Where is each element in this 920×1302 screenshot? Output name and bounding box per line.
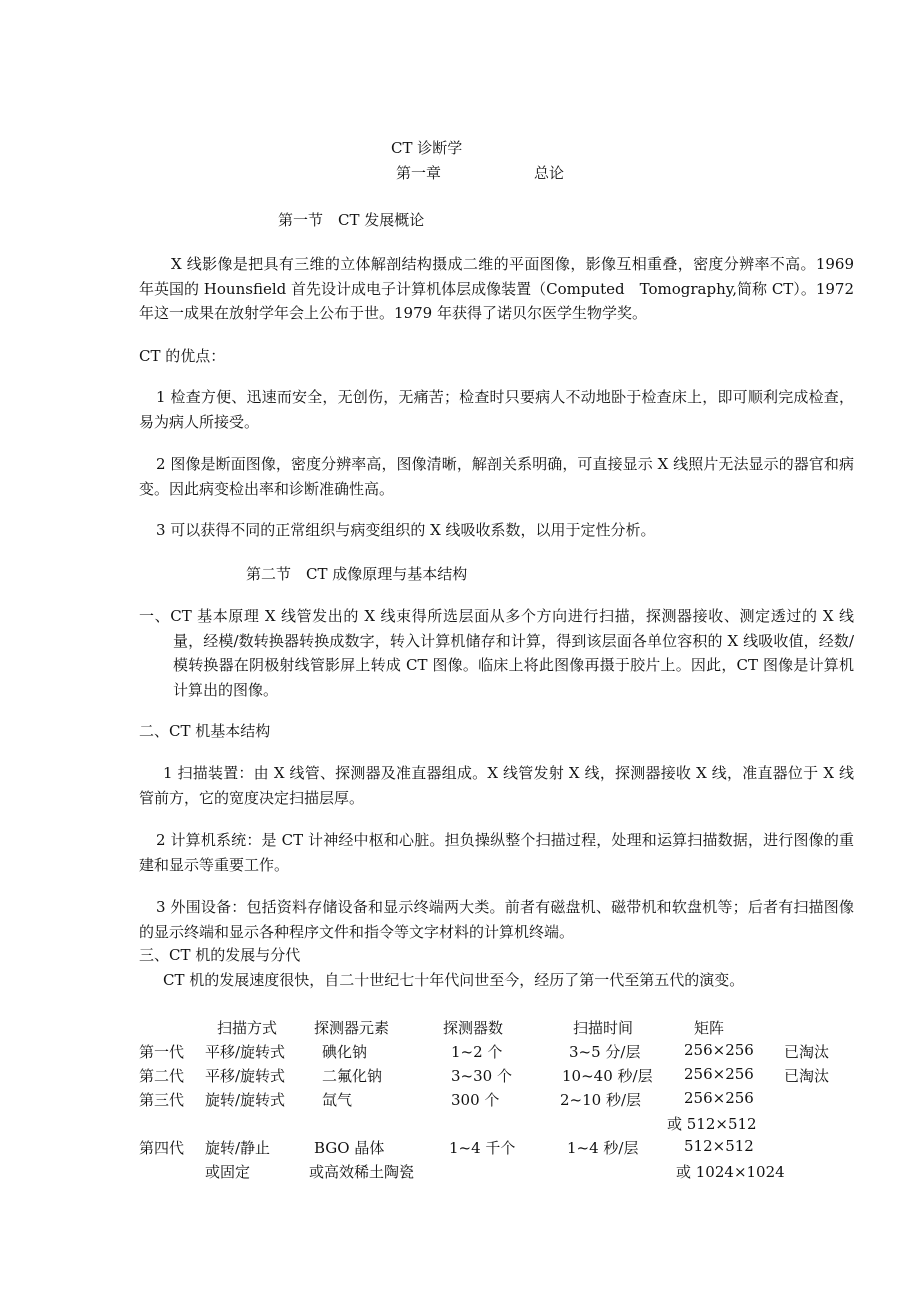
table-cell-matrix: 256×256 xyxy=(684,1089,754,1107)
table-cell-count: 300 个 xyxy=(451,1091,500,1109)
table-cell-mode: 旋转/旋转式 xyxy=(205,1091,286,1109)
table-cell-mode-alt: 或固定 xyxy=(205,1163,251,1181)
table-cell-time: 2~10 秒/层 xyxy=(560,1091,642,1109)
development-intro: CT 机的发展速度很快，自二十世纪七十年代问世至今，经历了第一代至第五代的演变。 xyxy=(163,971,745,989)
table-cell-matrix: 512×512 xyxy=(684,1137,754,1155)
table-cell-count: 1~4 千个 xyxy=(449,1139,516,1157)
table-cell-time: 3~5 分/层 xyxy=(569,1043,641,1061)
advantage-item: 2 图像是断面图像，密度分辨率高，图像清晰，解剖关系明确，可直接显示 X 线照片无法显示的器官和病变。因此病变检出率和诊断准确性高。 xyxy=(139,455,854,498)
table-header: 扫描时间 xyxy=(573,1019,634,1037)
table-cell-note: 已淘汰 xyxy=(784,1043,830,1061)
table-cell-element: 氙气 xyxy=(322,1091,353,1109)
development-title: 三、CT 机的发展与分代 xyxy=(139,946,301,964)
table-cell-count: 3~30 个 xyxy=(451,1067,512,1085)
table-cell-generation: 第四代 xyxy=(139,1139,185,1157)
structure-item: 2 计算机系统：是 CT 计神经中枢和心脏。担负操纵整个扫描过程，处理和运算扫描数据，进行图像的重建和显示等重要工作。 xyxy=(139,831,854,874)
table-header: 扫描方式 xyxy=(217,1019,278,1037)
table-cell-element: BGO 晶体 xyxy=(314,1139,385,1157)
structure-item: 3 外围设备：包括资料存储设备和显示终端两大类。前者有磁盘机、磁带机和软盘机等；后者有扫描图像的显示终端和显示各种程序文件和指令等文字材料的计算机终端。 xyxy=(139,898,854,941)
table-header: 探测器元素 xyxy=(314,1019,390,1037)
chapter-name: 总论 xyxy=(534,164,565,182)
table-cell-matrix-alt: 或 1024×1024 xyxy=(676,1163,785,1181)
advantages-title: CT 的优点： xyxy=(139,347,226,365)
table-header: 矩阵 xyxy=(694,1019,725,1037)
chapter-number: 第一章 xyxy=(396,164,442,182)
table-cell-element: 碘化钠 xyxy=(322,1043,368,1061)
table-header: 探测器数 xyxy=(443,1019,504,1037)
table-cell-generation: 第三代 xyxy=(139,1091,185,1109)
section1-heading: 第一节 CT 发展概论 xyxy=(278,211,425,229)
advantage-item: 1 检查方便、迅速而安全，无创伤，无痛苦；检查时只要病人不动地卧于检查床上，即可顺利完成检查，易为病人所接受。 xyxy=(139,388,854,431)
table-cell-time: 10~40 秒/层 xyxy=(562,1067,653,1085)
document-title: CT 诊断学 xyxy=(391,139,463,157)
table-cell-element-alt: 或高效稀土陶瓷 xyxy=(309,1163,415,1181)
table-cell-matrix-alt: 或 512×512 xyxy=(667,1115,757,1133)
table-cell-count: 1~2 个 xyxy=(451,1043,503,1061)
section1-intro: X 线影像是把具有三维的立体解剖结构摄成二维的平面图像，影像互相重叠，密度分辨率不高。1969 年英国的 Hounsfield 首先设计成电子计算机体层成像装置（Computed Tomography,简称 CT）。1972 年这一成果在放射学年会上公布于世。1979 年获得了诺贝尔医学生物学奖。 xyxy=(139,255,854,322)
section2-heading: 第二节 CT 成像原理与基本结构 xyxy=(246,565,468,583)
structure-item: 1 扫描装置：由 X 线管、探测器及准直器组成。X 线管发射 X 线，探测器接收 X 线，准直器位于 X 线管前方，它的宽度决定扫描层厚。 xyxy=(139,764,854,807)
table-cell-generation: 第一代 xyxy=(139,1043,185,1061)
structure-title: 二、CT 机基本结构 xyxy=(139,722,271,740)
advantage-item: 3 可以获得不同的正常组织与病变组织的 X 线吸收系数，以用于定性分析。 xyxy=(156,521,656,539)
table-cell-time: 1~4 秒/层 xyxy=(567,1139,639,1157)
table-cell-mode: 平移/旋转式 xyxy=(205,1043,286,1061)
table-cell-mode: 平移/旋转式 xyxy=(205,1067,286,1085)
table-cell-mode: 旋转/静止 xyxy=(205,1139,271,1157)
table-cell-generation: 第二代 xyxy=(139,1067,185,1085)
table-cell-note: 已淘汰 xyxy=(784,1067,830,1085)
table-cell-matrix: 256×256 xyxy=(684,1065,754,1083)
ct-principle: 一、CT 基本原理 X 线管发出的 X 线束得所选层面从多个方向进行扫描，探测器接收、测定透过的 X 线量，经模/数转换器转换成数字，转入计算机储存和计算，得到该层面各单位容积的 X 线吸收值，经数/模转换器在阴极射线管影屏上转成 CT 图像。临床上将此图像再摄于胶片上。因此，CT 图像是计算机计算出的图像。 xyxy=(139,607,854,699)
table-cell-matrix: 256×256 xyxy=(684,1041,754,1059)
table-cell-element: 二氟化钠 xyxy=(322,1067,383,1085)
